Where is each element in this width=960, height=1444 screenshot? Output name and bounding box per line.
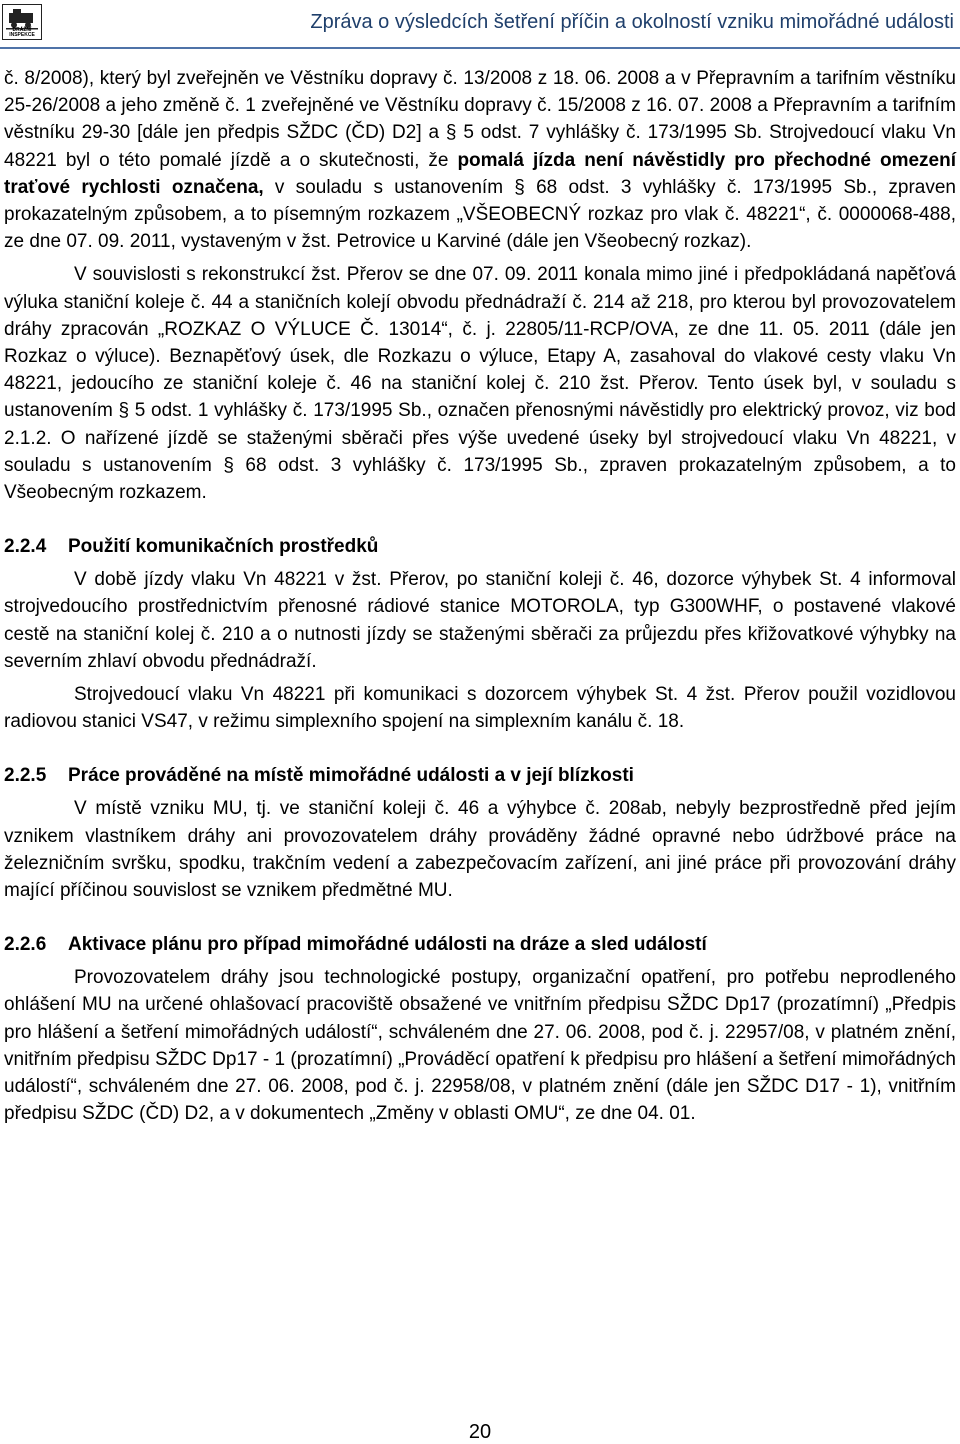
section-title: Použití komunikačních prostředků [68,536,379,558]
header-rule [0,47,960,49]
logo-text: DRÁŽNÍ INSPEKCE [9,27,35,38]
section-title: Aktivace plánu pro případ mimořádné události na dráze a sled událostí [68,934,707,956]
page-header [0,0,960,48]
section-number: 2.2.6 [4,934,47,956]
paragraph [4,65,956,255]
drazni-inspekce-logo [2,4,42,40]
section-title: Práce prováděné na místě mimořádné události a v její blízkosti [68,765,634,787]
bold-text-run: pomalá jízda není návěstidly pro přechodné omezení traťové rychlosti označena, [4,149,956,198]
paragraph: Provozovatelem dráhy jsou technologické postupy, organizační opatření, pro potřebu neprodleného ohlášení MU na určené ohlašovací pracoviště obsažené ve vnitřním předpisu SŽDC Dp17 (prozatímní) „Předpis pro hlášení a šetření mimořádných událostí“, schváleném dne 27. 06. 2008, pod č. j. 22957/08, v platném znění, vnitřním předpisu SŽDC Dp17 - 1 (prozatímní) „Prováděcí opatření k předpisu pro hlášení a šetření mimořádných událostí“, schváleném dne 27. 06. 2008, pod č. j. 22958/08, v platném znění (dále jen SŽDC D17 - 1), vnitřním předpisu SŽDC (ČD) D2, a v dokumentech „Změny v oblasti OMU“, ze dne 04. 01. [4,967,956,1125]
paragraph: V souvislosti s rekonstrukcí žst. Přerov se dne 07. 09. 2011 konala mimo jiné i předpokládaná napěťová výluka staniční koleje č. 44 a staničních kolejí obvodu přednádraží č. 214 až 218, pro kterou byl provozovatelem dráhy zpracován „ROZKAZ O VÝLUCE Č. 13014“, č. j. 22805/11-RCP/OVA, ze dne 11. 05. 2011 (dále jen Rozkaz o výluce). Beznapěťový úsek, dle Rozkazu o výluce, Etapy A, zasahoval do vlakové cesty vlaku Vn 48221, jedoucího ze staniční koleje č. 46 na staniční kolej č. 210 žst. Přerov. Tento úsek byl, v souladu s ustanovením § 5 odst. 1 vyhlášky č. 173/1995 Sb., označen přenosnými návěstidly pro elektrický provoz, viz bod 2.1.2. O nařízené jízdě se staženými sběrači přes výše uvedené úseky byl strojvedoucí vlaku Vn 48221, v souladu s ustanovením § 68 odst. 3 vyhlášky č. 173/1995 Sb., zpraven prokazatelným způsobem, a to Všeobecným rozkazem. [4,264,956,504]
section-number: 2.2.4 [4,536,47,558]
document-body [4,65,956,1128]
paragraph: V době jízdy vlaku Vn 48221 v žst. Přerov, po staniční koleji č. 46, dozorce výhybek St. 4 informoval strojvedoucího prostřednictvím přenosné rádiové stanice MOTOROLA, typ G300WHF, o postavené vlakové cestě na staniční kolej č. 210 a o nutnosti jízdy se staženými sběrači za průjezdu přes křižovatkové výhybky na severním zhlaví obvodu přednádraží. [4,569,956,672]
section-heading [4,931,956,958]
page-number: 20 [468,1421,492,1443]
section-heading [4,762,956,789]
section-number: 2.2.5 [4,765,47,787]
paragraph: V místě vzniku MU, tj. ve staniční koleji č. 46 a výhybce č. 208ab, nebyly bezprostředně před jejím vznikem vlastníkem dráhy ani provozovatelem dráhy prováděny žádné opravné nebo údržbové práce na železničním svršku, spodku, trakčním vedení a zabezpečovacím zařízení, ani jiné práce při provozování dráhy mající příčinou souvislost se vznikem předmětné MU. [4,798,956,902]
text-run: v souladu s ustanovením § 68 odst. 3 vyhlášky č. 173/1995 Sb., zpraven prokazatelným způsobem, a to písemným rozkazem „VŠEOBECNÝ rozkaz pro vlak č. 48221“, č. 0000068-488, ze dne 07. 09. 2011, vystaveným v žst. Petrovice u Karviné (dále jen Všeobecný rozkaz). [4,176,956,253]
section-heading [4,533,956,560]
paragraph: Strojvedoucí vlaku Vn 48221 při komunikaci s dozorcem výhybek St. 4 žst. Přerov použil vozidlovou radiovou stanici VS47, v režimu simplexního spojení na simplexním kanálu č. 18. [4,684,956,733]
text-run: č. 8/2008), který byl zveřejněn ve Věstníku dopravy č. 13/2008 z 18. 06. 2008 a v Přepravním a tarifním věstníku 25-26/2008 a jeho změně č. 1 zveřejněné ve Věstníku dopravy č. 15/2008 z 16. 07. 2008 a Přepravním a tarifním věstníku 29-30 [dále jen předpis SŽDC (ČD) D2] a § 5 odst. 7 vyhlášky č. 173/1995 Sb. Strojvedoucí vlaku Vn 48221 byl o této pomalé jízdě a o skutečnosti, že [4,68,956,171]
header-title: Zpráva o výsledcích šetření příčin a okolností vzniku mimořádné události [310,11,954,33]
